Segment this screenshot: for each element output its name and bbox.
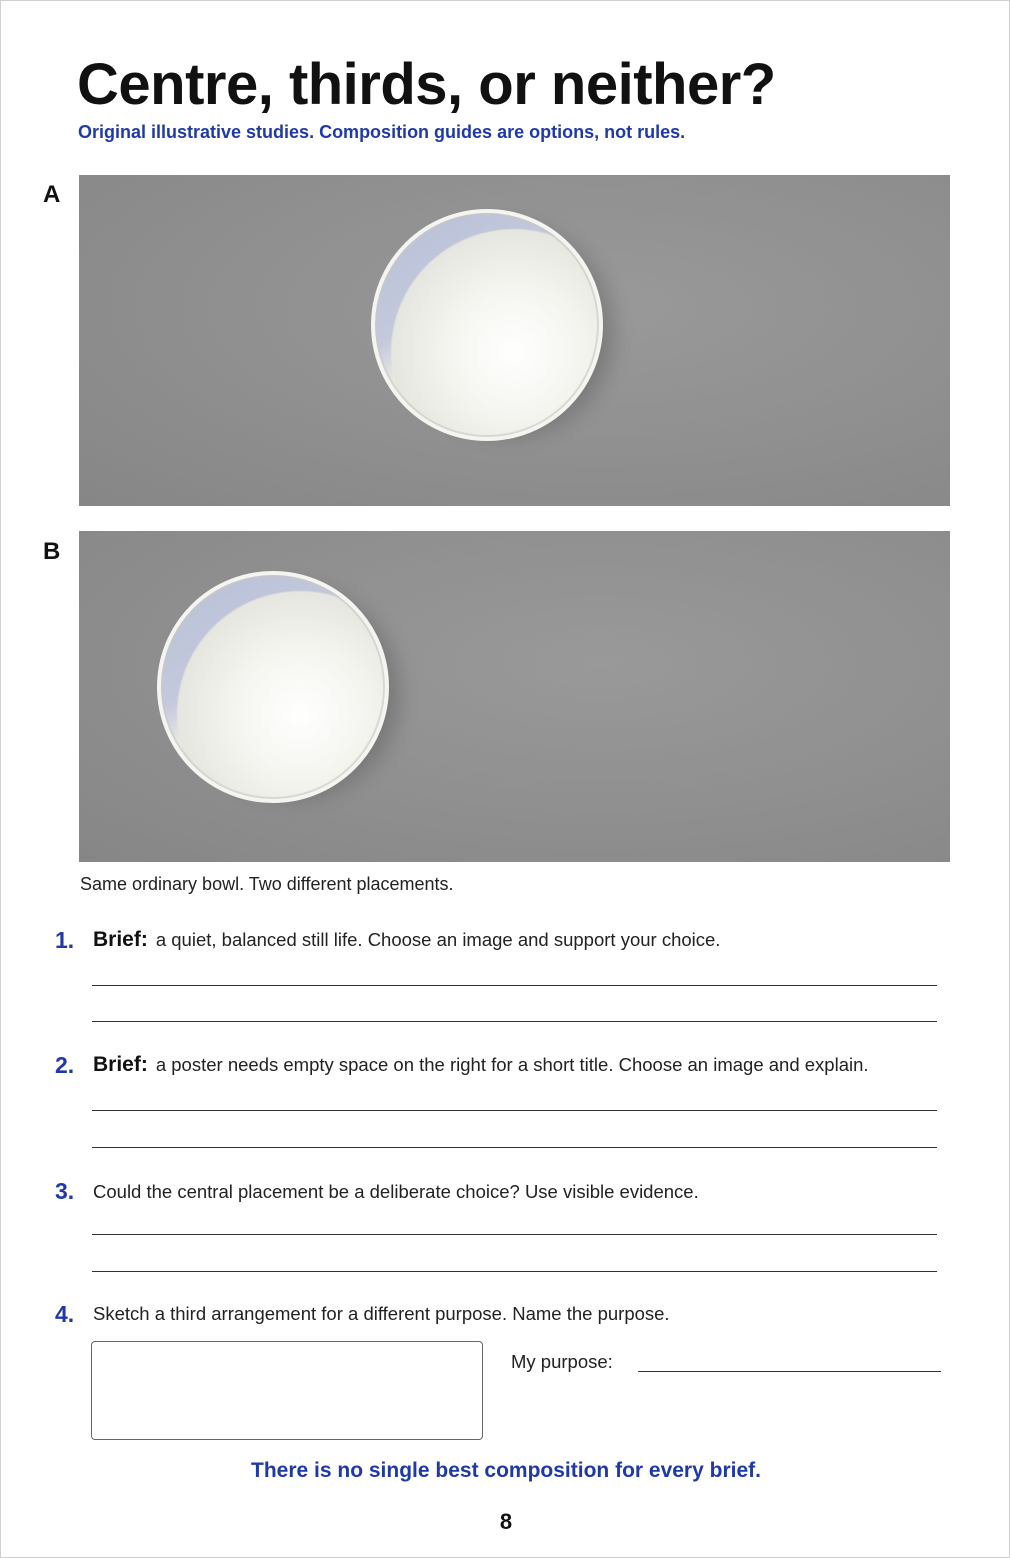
- answer-line[interactable]: [92, 1147, 937, 1148]
- page-title: Centre, thirds, or neither?: [77, 52, 776, 117]
- answer-line[interactable]: [92, 985, 937, 986]
- question-4-text: Sketch a third arrangement for a different purpose. Name the purpose.: [93, 1303, 670, 1324]
- question-1-prefix: Brief:: [93, 928, 148, 951]
- question-2-text: [93, 1053, 869, 1077]
- photo-caption: Same ordinary bowl. Two different placements.: [80, 874, 454, 894]
- question-1-text: [93, 928, 720, 952]
- panel-b-label: B: [43, 538, 61, 565]
- photo-a-centred-bowl: [79, 175, 950, 506]
- answer-line[interactable]: [92, 1110, 937, 1111]
- question-1-body: a quiet, balanced still life. Choose an image and support your choice.: [155, 929, 721, 950]
- page-subtitle: Original illustrative studies. Composition guides are options, not rules.: [78, 122, 686, 142]
- question-3-number: 3.: [55, 1178, 75, 1204]
- photo-b-thirds-bowl: [79, 531, 950, 862]
- purpose-label: My purpose:: [511, 1351, 613, 1372]
- question-4-number: 4.: [55, 1301, 75, 1327]
- question-1-number: 1.: [55, 927, 75, 953]
- bowl: [371, 209, 603, 441]
- purpose-answer-line[interactable]: [638, 1371, 941, 1372]
- sketch-box[interactable]: [91, 1341, 483, 1440]
- panel-a-label: A: [43, 181, 61, 208]
- closing-statement: There is no single best composition for every brief.: [251, 1459, 761, 1482]
- bowl: [157, 571, 389, 803]
- answer-line[interactable]: [92, 1271, 937, 1272]
- answer-line[interactable]: [92, 1234, 937, 1235]
- question-2-number: 2.: [55, 1052, 75, 1078]
- question-2-prefix: Brief:: [93, 1053, 148, 1076]
- question-3-text: Could the central placement be a deliberate choice? Use visible evidence.: [93, 1181, 699, 1202]
- page-number: 8: [499, 1509, 513, 1534]
- answer-line[interactable]: [92, 1021, 937, 1022]
- question-2-body: a poster needs empty space on the right for a short title. Choose an image and explain.: [155, 1054, 869, 1075]
